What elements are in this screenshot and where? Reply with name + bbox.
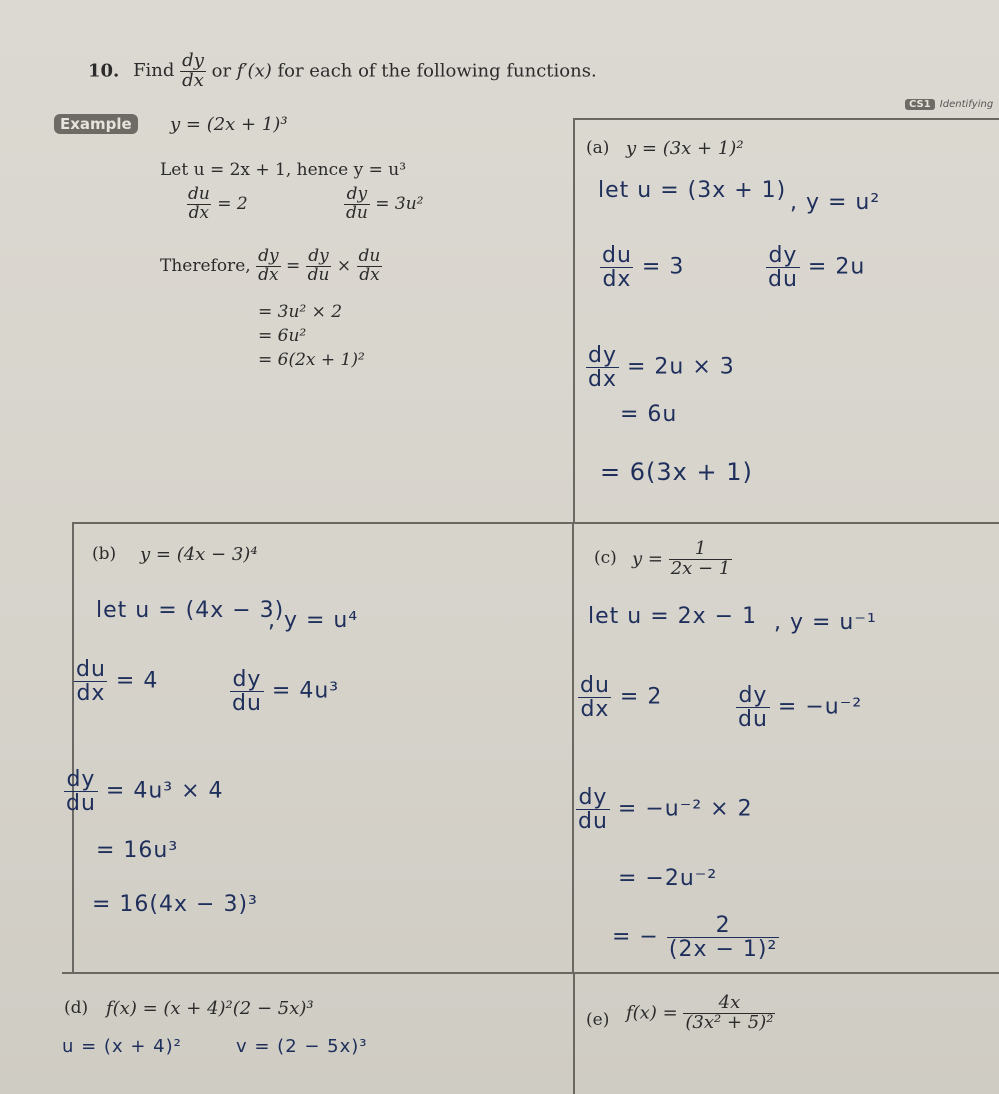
part-a-function: y = (3x + 1)² xyxy=(626,138,744,159)
cs-badge: CS1 xyxy=(905,99,935,110)
example-step-2: = 6u² xyxy=(258,326,307,346)
example-let-line: Let u = 2x + 1, hence y = u³ xyxy=(160,160,407,180)
part-b-step-3: = 16(4x − 3)³ xyxy=(92,892,258,917)
part-c-let: let u = 2x − 1 xyxy=(588,604,758,629)
part-b-dy-du: $\frac{dy}{du}$ = 4u³ xyxy=(232,667,340,717)
row-divider-1 xyxy=(72,522,999,524)
question-header xyxy=(88,52,597,91)
part-b-let: let u = (4x − 3) xyxy=(96,598,285,623)
part-a-let: let u = (3x + 1) xyxy=(598,178,787,203)
part-a-y: , y = u² xyxy=(790,190,881,215)
question-number: 10. xyxy=(88,60,120,82)
part-b-result: $\frac{dy}{du}$ = 4u³ × 4 xyxy=(66,767,224,817)
middle-divider-mid xyxy=(572,522,574,972)
part-d-u: u = (x + 4)² xyxy=(62,1036,182,1057)
middle-divider-top xyxy=(573,118,575,523)
part-b-y: , y = u⁴ xyxy=(268,608,359,633)
top-right-rule xyxy=(573,118,999,120)
question-prefix: Find xyxy=(133,60,175,82)
part-c-du-dx: $\frac{du}{dx}$ = 2 xyxy=(580,673,663,723)
part-c-label: (c) xyxy=(594,548,617,568)
question-suffix: for each of the following functions. xyxy=(277,60,597,82)
part-c-step-2: = −2u⁻² xyxy=(618,866,718,891)
corner-label xyxy=(905,92,993,111)
question-or: or xyxy=(211,60,232,82)
middle-divider-bottom xyxy=(573,972,575,1094)
dydx-fraction: $\frac{dy}{dx}$ xyxy=(182,50,204,91)
part-e-label: (e) xyxy=(586,1010,610,1030)
part-d-label: (d) xyxy=(64,998,89,1018)
left-margin-line xyxy=(72,522,74,972)
part-c-step-3: = − $\frac{2}{\text{(2x − 1)²}}$ xyxy=(612,913,778,963)
example-chain-rule: Therefore, $\frac{dy}{dx}$ = $\frac{dy}{du}$ × $\frac{du}{dx}$ xyxy=(160,246,381,285)
example-step-3: = 6(2x + 1)² xyxy=(258,350,365,370)
part-b-du-dx: $\frac{du}{dx}$ = 4 xyxy=(76,657,159,707)
part-c-function: y = $\frac{1}{2x - 1}$ xyxy=(632,538,731,579)
part-b-step-2: = 16u³ xyxy=(96,838,179,863)
example-step-1: = 3u² × 2 xyxy=(258,302,343,322)
part-e-function: f(x) = $\frac{4x}{\text{(3x² + 5)²}}$ xyxy=(626,992,774,1033)
part-c-y: , y = u⁻¹ xyxy=(774,610,877,635)
part-b-label: (b) xyxy=(92,544,117,564)
part-a-step-3: = 6(3x + 1) xyxy=(600,458,753,486)
part-c-result: $\frac{dy}{du}$ = −u⁻² × 2 xyxy=(578,785,753,835)
example-dy-du: $\frac{dy}{du}$ = 3u² xyxy=(346,184,424,223)
part-a-result: $\frac{dy}{dx}$ = 2u × 3 xyxy=(588,343,735,393)
part-c-dy-du: $\frac{dy}{du}$ = −u⁻² xyxy=(738,683,863,733)
example-badge-wrap xyxy=(54,114,138,134)
part-d-function: f(x) = (x + 4)²(2 − 5x)³ xyxy=(106,998,314,1019)
example-badge: Example xyxy=(54,114,138,134)
part-a-step-2: = 6u xyxy=(620,402,678,427)
question-fprime: f′(x) xyxy=(236,60,272,82)
part-d-v: v = (2 − 5x)³ xyxy=(236,1036,368,1057)
part-a-label: (a) xyxy=(586,138,610,158)
part-b-function: y = (4x − 3)⁴ xyxy=(140,544,258,565)
row-divider-2 xyxy=(62,972,999,974)
part-a-du-dx: $\frac{du}{dx}$ = 3 xyxy=(602,243,685,293)
identifying-label: Identifying xyxy=(939,99,994,110)
example-function: y = (2x + 1)³ xyxy=(170,114,288,135)
example-du-dx: $\frac{du}{dx}$ = 2 xyxy=(188,184,248,223)
part-a-dy-du: $\frac{dy}{du}$ = 2u xyxy=(768,243,866,293)
